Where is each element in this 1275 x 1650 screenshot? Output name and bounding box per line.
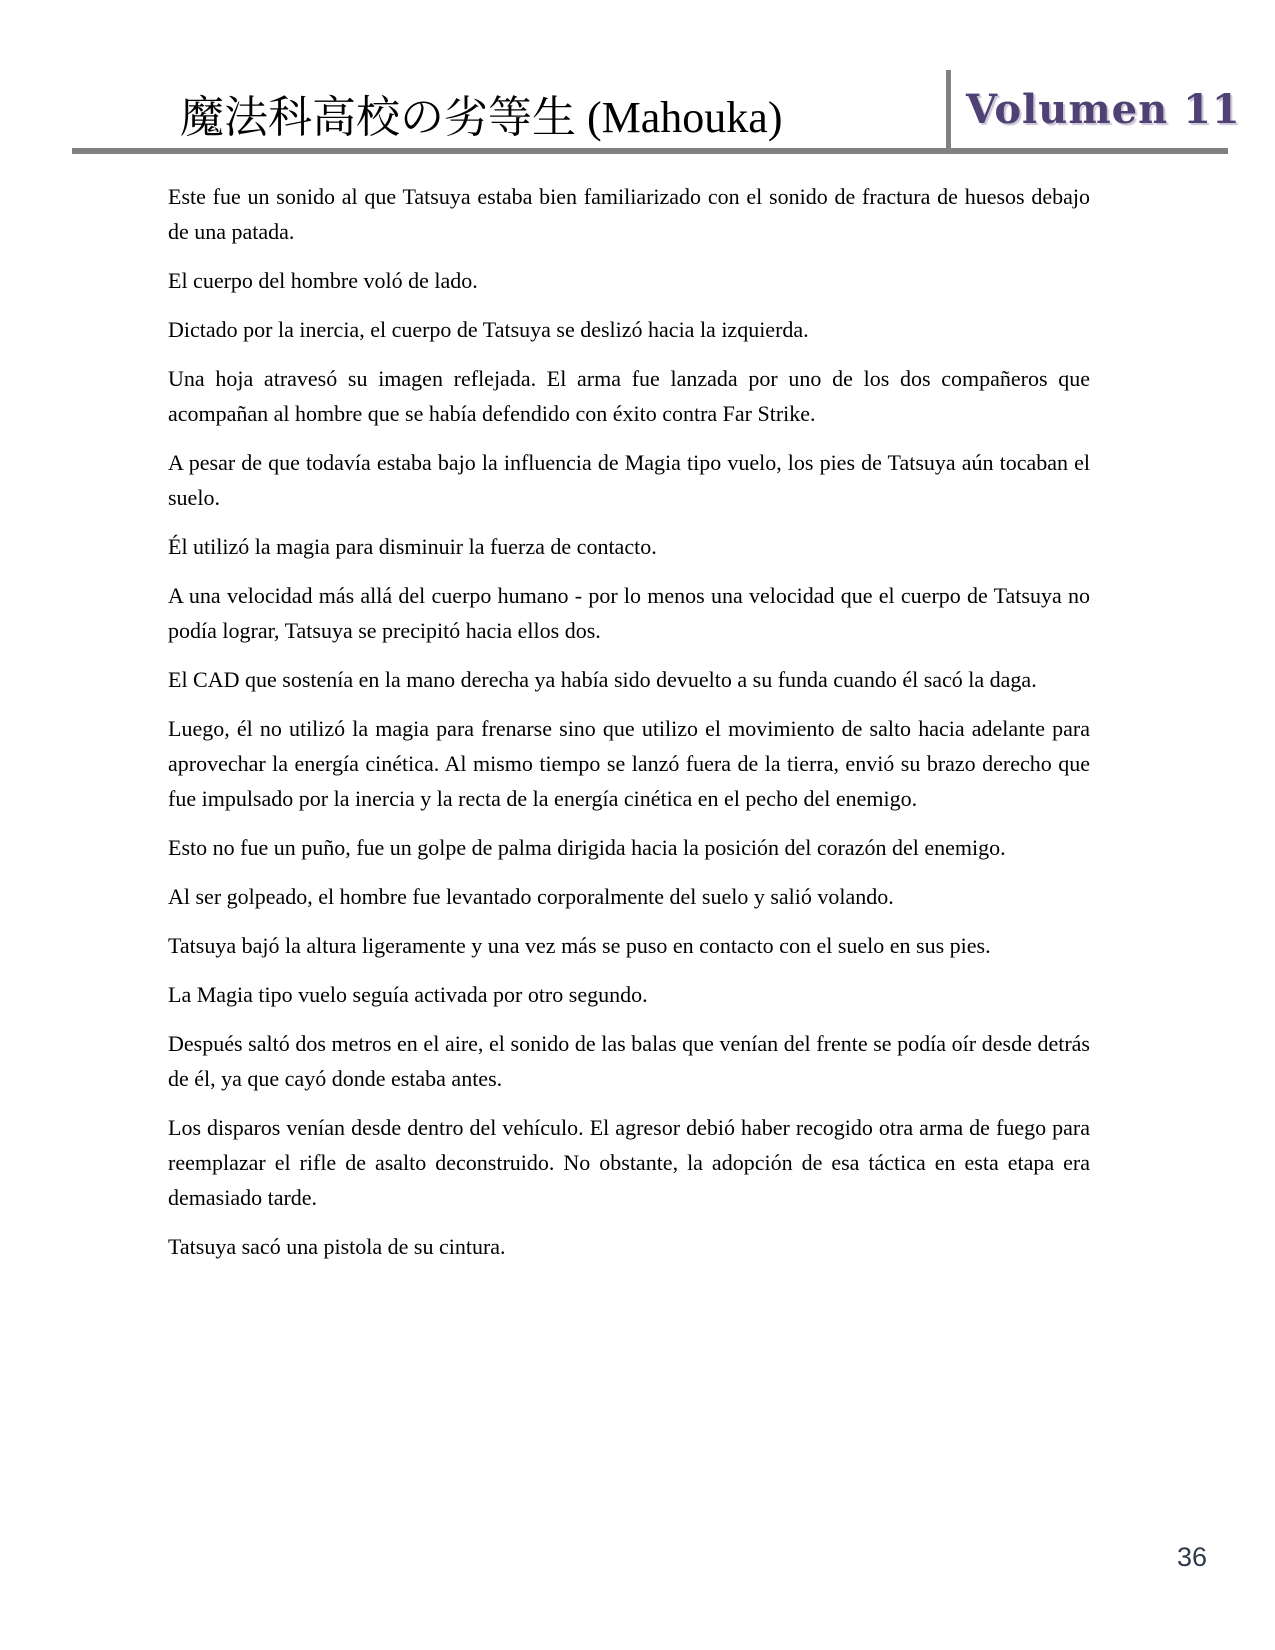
body-paragraph: Después saltó dos metros en el aire, el sonido de las balas que venían del frente se podía oír desde detrás de él, ya que cayó donde estaba antes. (168, 1031, 1090, 1091)
header-row (72, 70, 1241, 148)
body-paragraph: A pesar de que todavía estaba bajo la influencia de Magia tipo vuelo, los pies de Tatsuya aún tocaban el suelo. (168, 450, 1090, 510)
body-paragraph: Los disparos venían desde dentro del vehículo. El agresor debió haber recogido otra arma de fuego para reemplazar el rifle de asalto deconstruido. No obstante, la adopción de esa táctica en esta etapa era demasiado tarde. (168, 1115, 1090, 1210)
body-paragraph: Tatsuya sacó una pistola de su cintura. (168, 1234, 506, 1259)
body-paragraph: Dictado por la inercia, el cuerpo de Tatsuya se deslizó hacia la izquierda. (168, 317, 809, 342)
body-paragraph: Al ser golpeado, el hombre fue levantado corporalmente del suelo y salió volando. (168, 884, 894, 909)
body-paragraph: Él utilizó la magia para disminuir la fuerza de contacto. (168, 534, 657, 559)
body-paragraph: Luego, él no utilizó la magia para frenarse sino que utilizo el movimiento de salto hacia adelante para aprovechar la energía cinética. Al mismo tiempo se lanzó fuera de la tierra, envió su brazo derecho que fue impulsado por la inercia y la recta de la energía cinética en el pecho del enemigo. (168, 716, 1090, 811)
body-paragraph: Esto no fue un puño, fue un golpe de palma dirigida hacia la posición del corazón del enemigo. (168, 835, 1006, 860)
body-paragraph: La Magia tipo vuelo seguía activada por otro segundo. (168, 982, 648, 1007)
volume-label: Volumen 11 (966, 85, 1241, 133)
page-header (0, 70, 1275, 154)
body-paragraph: Una hoja atravesó su imagen reflejada. El arma fue lanzada por uno de los dos compañeros que acompañan al hombre que se había defendido con éxito contra Far Strike. (168, 366, 1090, 426)
body-paragraph: El CAD que sostenía en la mano derecha ya había sido devuelto a su funda cuando él sacó la daga. (168, 667, 1037, 692)
body-paragraph: El cuerpo del hombre voló de lado. (168, 268, 478, 293)
page-body (0, 154, 1275, 1264)
page-number: 36 (1176, 1542, 1207, 1572)
body-paragraph: Tatsuya bajó la altura ligeramente y una vez más se puso en contacto con el suelo en sus pies. (168, 933, 991, 958)
body-paragraph: A una velocidad más allá del cuerpo humano - por lo menos una velocidad que el cuerpo de Tatsuya no podía lograr, Tatsuya se precipitó hacia ellos dos. (168, 583, 1090, 643)
document-title: 魔法科高校の劣等生 (Mahouka) (180, 93, 783, 142)
body-paragraph: Este fue un sonido al que Tatsuya estaba bien familiarizado con el sonido de fractura de huesos debajo de una patada. (168, 184, 1090, 244)
